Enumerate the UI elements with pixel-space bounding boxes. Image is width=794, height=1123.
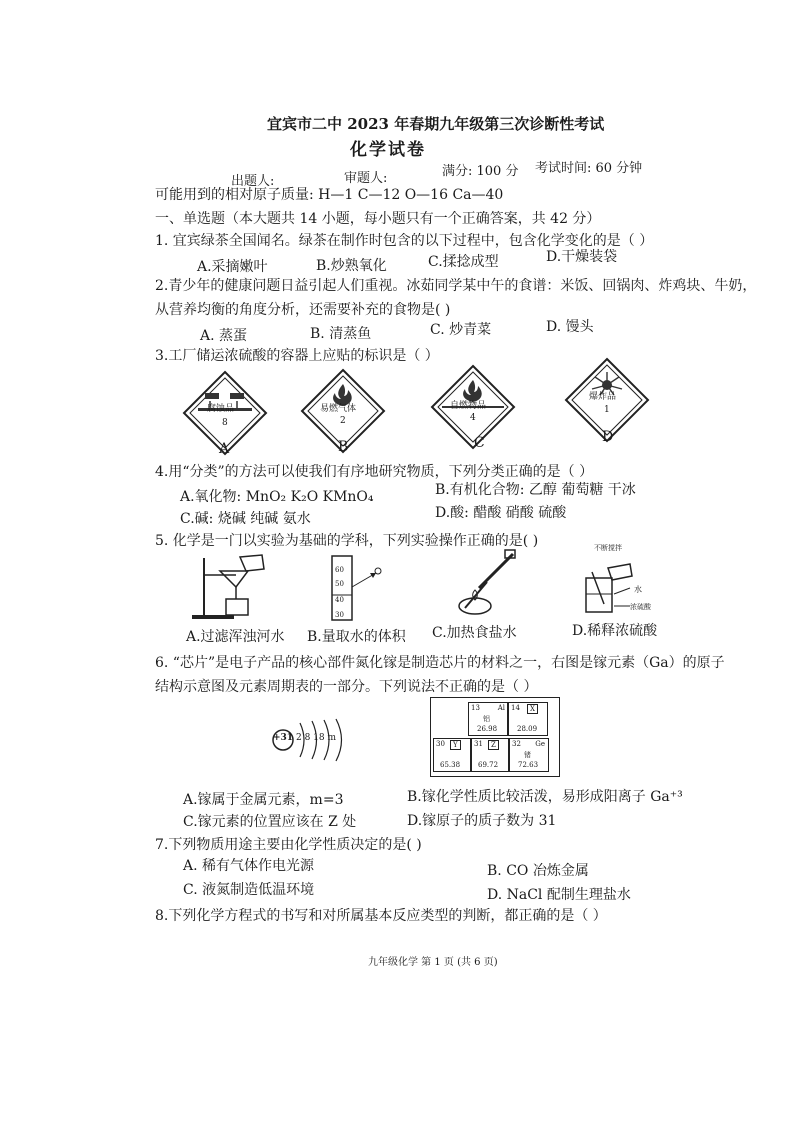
full-score: 满分: 100 分 — [442, 164, 519, 179]
cell-x-num: 14 — [511, 704, 520, 712]
cell-ge-sym: Ge — [535, 740, 545, 748]
q7-stem: 7.下列物质用途主要由化学性质决定的是( ) — [155, 837, 422, 853]
q6-option-b: B.镓化学性质比较活泼，易形成阳离子 Ga⁺³ — [407, 789, 683, 805]
sign-d-letter: D — [602, 429, 614, 445]
graduated-cylinder — [318, 553, 398, 623]
q2-option-c: C. 炒青菜 — [430, 322, 492, 338]
q2-stem-line1: 2.青少年的健康问题日益引起人们重视。冰茹同学某中午的食谱：米饭、回锅肉、炸鸡块、牛奶， — [155, 278, 757, 294]
q4-option-d: D.酸: 醋酸 硝酸 硫酸 — [435, 505, 567, 521]
q7-option-c: C. 液氮制造低温环境 — [183, 882, 315, 898]
cell-z-num: 31 — [474, 740, 483, 748]
q4-option-b: B.有机化合物: 乙醇 葡萄糖 干冰 — [435, 482, 636, 498]
q7-option-a: A. 稀有气体作电光源 — [183, 858, 315, 874]
q7-option-b: B. CO 冶炼金属 — [487, 863, 589, 879]
q5-option-a: A.过滤浑浊河水 — [186, 629, 285, 645]
cyl-tick-60: 60 — [335, 566, 344, 574]
heating-icon — [443, 548, 533, 618]
cell-al-sym: Al — [497, 704, 505, 712]
q6-stem-line2: 结构示意图及元素周期表的一部分。下列说法不正确的是（ ） — [155, 679, 538, 695]
q5-option-c: C.加热食盐水 — [432, 625, 517, 641]
cell-z — [471, 738, 509, 772]
heating-apparatus — [443, 548, 533, 618]
author-label: 出题人: — [231, 174, 275, 189]
cell-z-mass: 69.72 — [478, 761, 499, 769]
q6-stem-line1: 6. “芯片”是电子产品的核心部件氮化镓是制造芯片的材料之一，右图是镓元素（Ga）的原子 — [155, 655, 725, 671]
q2-option-a: A. 蒸蛋 — [200, 328, 248, 344]
q2-option-d: D. 馒头 — [546, 319, 594, 335]
sign-d-text: 爆炸品 — [589, 392, 617, 402]
subject-title: 化学试卷 — [350, 140, 426, 160]
q1-option-d: D.干燥装袋 — [546, 249, 618, 265]
filtration-apparatus — [184, 553, 274, 621]
dilution-apparatus — [578, 550, 668, 620]
sign-a-text: 腐蚀品 — [207, 404, 235, 414]
q8-stem: 8.下列化学方程式的书写和对所属基本反应类型的判断，都正确的是（ ） — [155, 908, 607, 924]
cyl-tick-50: 50 — [335, 580, 344, 588]
q6-option-d: D.镓原子的质子数为 31 — [407, 813, 557, 829]
q5-option-b: B.量取水的体积 — [307, 629, 406, 645]
q1-option-a: A.采摘嫩叶 — [197, 259, 268, 275]
cell-y — [433, 738, 471, 772]
cyl-tick-30: 30 — [335, 611, 344, 619]
cell-al-name: 铝 — [483, 715, 490, 723]
q5-option-d: D.稀释浓硫酸 — [572, 623, 658, 639]
sign-b-letter: B — [338, 439, 349, 455]
page-footer: 九年级化学 第 1 页 (共 6 页) — [368, 957, 498, 968]
label-stirring: 不断搅拌 — [594, 544, 622, 552]
sign-b-num: 2 — [340, 416, 346, 426]
sign-c-text: 自燃物品 — [450, 401, 487, 411]
graduated-cylinder-icon — [318, 553, 398, 623]
cell-ge — [509, 738, 549, 772]
atomic-mass-line: 可能用到的相对原子质量: H—1 C—12 O—16 Ca—40 — [155, 187, 504, 203]
cell-y-num: 30 — [436, 740, 445, 748]
q4-stem: 4.用“分类”的方法可以使我们有序地研究物质，下列分类正确的是（ ） — [155, 464, 594, 480]
cell-al-num: 13 — [471, 704, 480, 712]
cell-y-sym: Y — [450, 740, 461, 750]
sign-c-num: 4 — [470, 413, 476, 423]
sign-a-num: 8 — [222, 418, 228, 428]
cell-y-mass: 65.38 — [440, 761, 461, 769]
cyl-tick-40: 40 — [335, 596, 344, 604]
q6-option-a: A.镓属于金属元素，m=3 — [183, 792, 344, 808]
label-conc-acid: 浓硫酸 — [630, 603, 651, 611]
exam-time: 考试时间: 60 分钟 — [535, 161, 643, 176]
cell-x — [508, 702, 548, 736]
cell-ge-num: 32 — [512, 740, 521, 748]
cell-ge-name: 锗 — [524, 751, 531, 759]
q5-stem: 5. 化学是一门以实验为基础的学科，下列实验操作正确的是( ) — [155, 533, 539, 549]
q2-option-b: B. 清蒸鱼 — [310, 326, 372, 342]
q2-stem-line2: 从营养均衡的角度分析，还需要补充的食物是( ) — [155, 302, 451, 318]
q3-stem: 3.工厂储运浓硫酸的容器上应贴的标识是（ ） — [155, 348, 439, 364]
q1-option-b: B.炒熟氧化 — [316, 258, 387, 274]
atom-shells: 2 8 18 m — [296, 733, 337, 743]
cell-al-mass: 26.98 — [477, 725, 498, 733]
sign-a-letter: A — [219, 441, 230, 457]
sign-c-letter: C — [474, 435, 485, 451]
q6-option-c: C.镓元素的位置应该在 Z 处 — [183, 814, 357, 830]
label-water: 水 — [634, 585, 642, 594]
q4-option-a: A.氧化物: MnO₂ K₂O KMnO₄ — [180, 489, 374, 505]
q1-option-c: C.揉捻成型 — [428, 254, 499, 270]
q1-stem: 1. 宜宾绿茶全国闻名。绿茶在制作时包含的以下过程中，包含化学变化的是（ ） — [155, 233, 654, 249]
atom-nucleus: +31 — [273, 733, 294, 743]
cell-ge-mass: 72.63 — [518, 761, 539, 769]
cell-z-sym: Z — [488, 740, 499, 750]
section-title: 一、单选题（本大题共 14 小题，每小题只有一个正确答案，共 42 分） — [155, 211, 601, 227]
dilution-icon — [578, 550, 668, 620]
q7-option-d: D. NaCl 配制生理盐水 — [487, 887, 631, 903]
cell-x-sym: X — [527, 704, 538, 714]
reviewer-label: 审题人: — [344, 171, 388, 186]
cell-x-mass: 28.09 — [517, 725, 538, 733]
cell-al — [468, 702, 508, 736]
filtration-icon — [184, 553, 274, 621]
sign-b-text: 易燃气体 — [320, 404, 357, 414]
sign-d-num: 1 — [604, 405, 610, 415]
q4-option-c: C.碱: 烧碱 纯碱 氨水 — [180, 511, 311, 527]
school-title: 宜宾市二中 2023 年春期九年级第三次诊断性考试 — [267, 115, 605, 133]
